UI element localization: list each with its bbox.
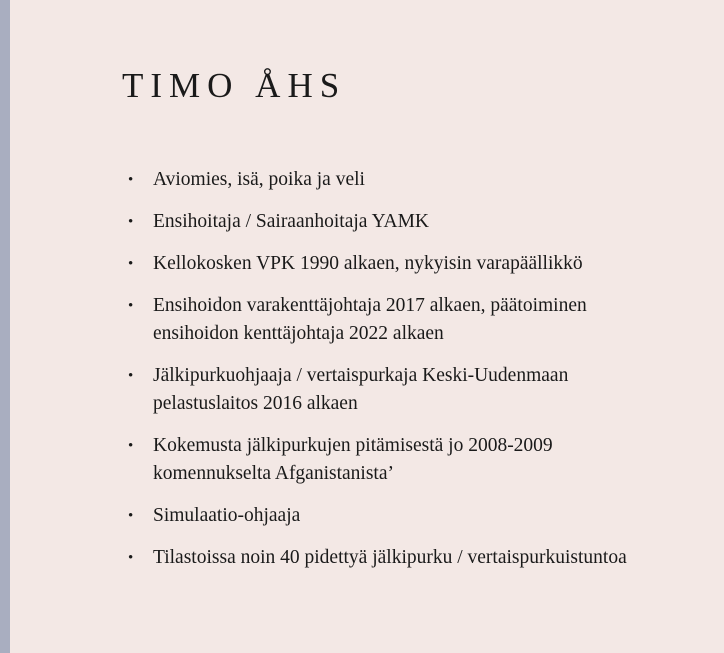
bullet-text: komennukselta Afganistanista’ — [153, 463, 394, 484]
bullet-item — [128, 362, 708, 418]
bullet-dot-icon: • — [128, 256, 134, 272]
bullet-text: Kokemusta jälkipurkujen pitämisestä jo 2008-2009 — [153, 435, 553, 456]
bullet-dot-icon: • — [128, 368, 134, 384]
bullet-item — [128, 166, 708, 194]
bullet-dot-icon: • — [128, 550, 134, 566]
bullet-text: Simulaatio-ohjaaja — [153, 505, 301, 526]
bullet-item — [128, 208, 708, 236]
bullet-text: Aviomies, isä, poika ja veli — [153, 169, 365, 190]
bullet-dot-icon: • — [128, 438, 134, 454]
bullet-text: Jälkipurkuohjaaja / vertaispurkaja Keski-Uudenmaan — [153, 365, 569, 386]
bullet-text: ensihoidon kenttäjohtaja 2022 alkaen — [153, 323, 444, 344]
slide-side-bar — [0, 0, 10, 653]
bullet-text: Tilastoissa noin 40 pidettyä jälkipurku / vertaispurkuistuntoa — [153, 547, 627, 568]
bullet-text: Ensihoidon varakenttäjohtaja 2017 alkaen, päätoiminen — [153, 295, 587, 316]
bullet-text: Kellokosken VPK 1990 alkaen, nykyisin varapäällikkö — [153, 253, 583, 274]
bullet-dot-icon: • — [128, 172, 134, 188]
bullet-dot-icon: • — [128, 508, 134, 524]
bullet-item — [128, 292, 708, 348]
bullet-dot-icon: • — [128, 298, 134, 314]
bullet-dot-icon: • — [128, 214, 134, 230]
bullet-item — [128, 502, 708, 530]
slide — [10, 0, 724, 653]
bullet-item — [128, 250, 708, 278]
bullet-item — [128, 432, 708, 488]
bullet-text: pelastuslaitos 2016 alkaen — [153, 393, 358, 414]
bullet-item — [128, 544, 708, 572]
bullet-list — [128, 166, 708, 586]
slide-title: TIMO ÅHS — [122, 66, 347, 105]
bullet-text: Ensihoitaja / Sairaanhoitaja YAMK — [153, 211, 430, 232]
